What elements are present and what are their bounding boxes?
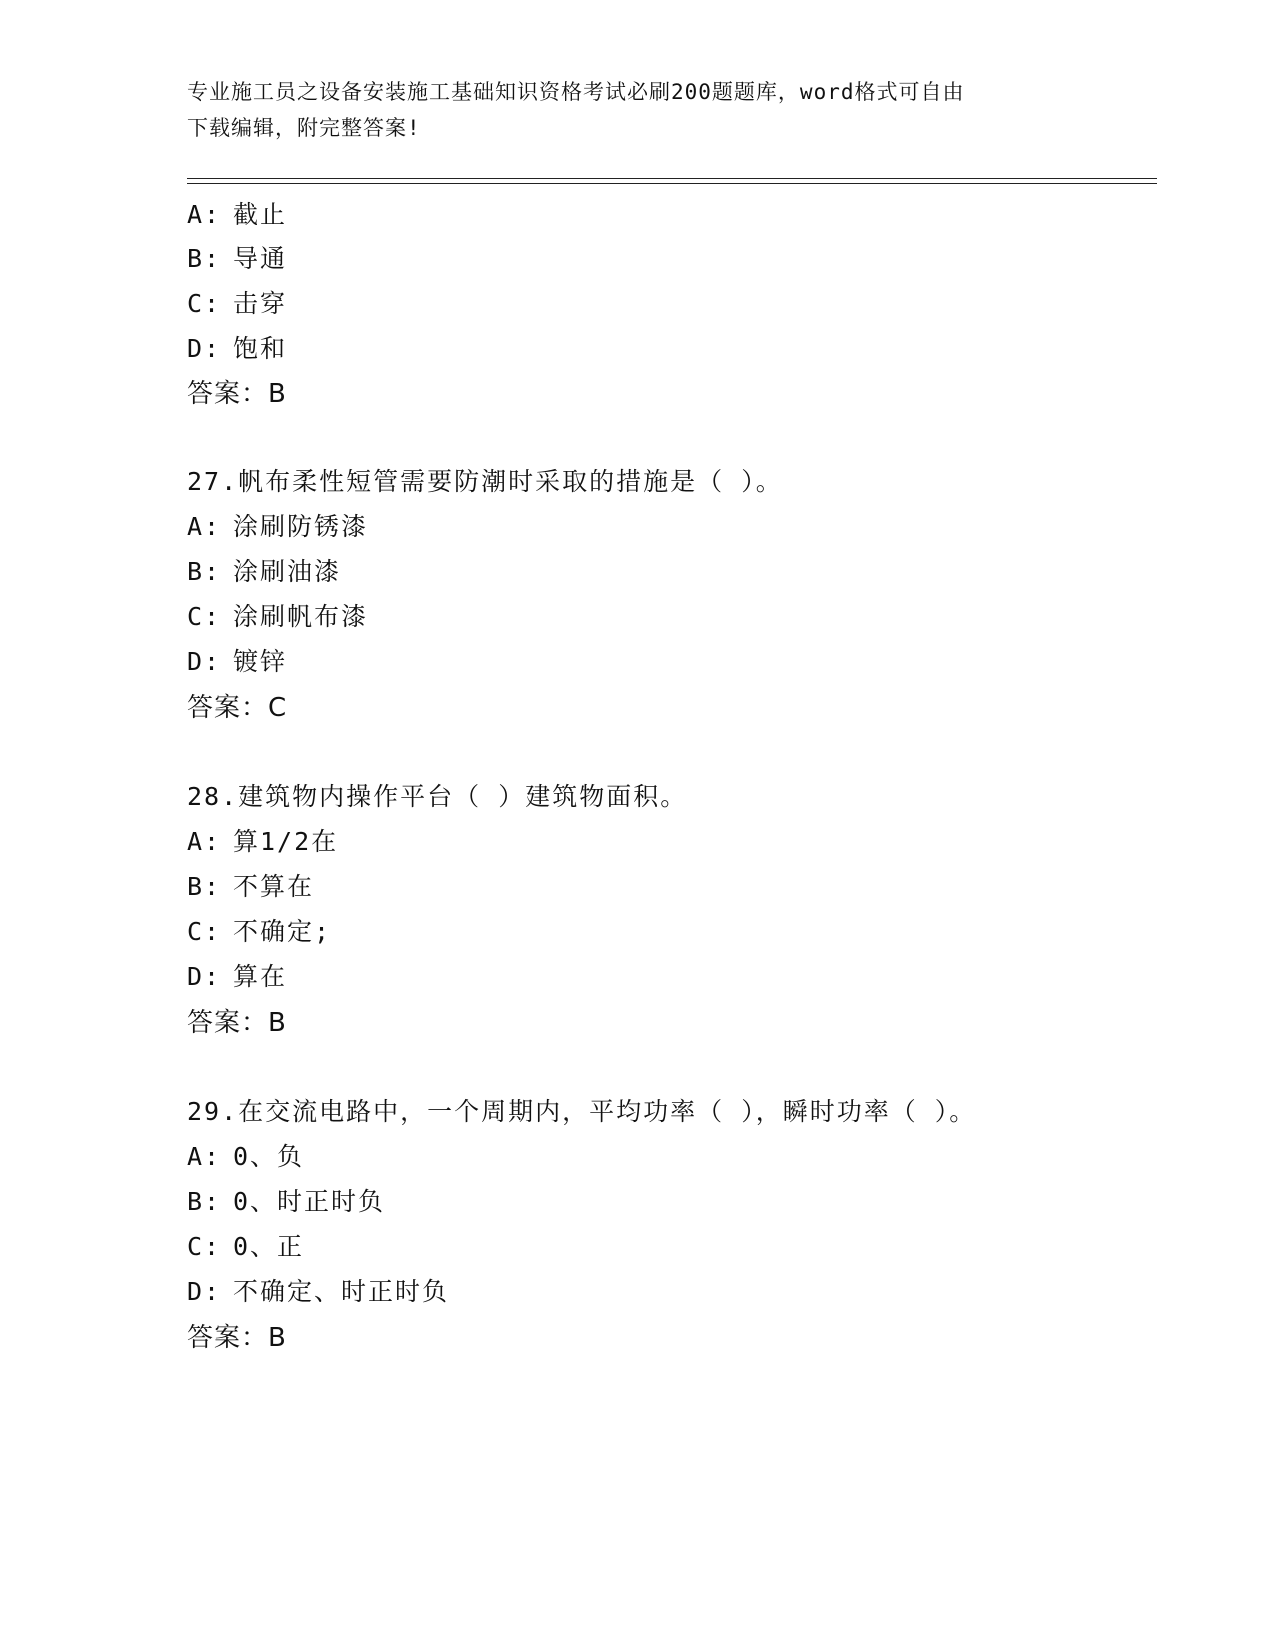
- option-c: [187, 917, 331, 947]
- option-text: 击穿: [233, 289, 288, 318]
- option-letter: D:: [187, 1277, 222, 1306]
- answer-line: 答案：C: [187, 693, 288, 723]
- header-rule-top: [187, 178, 1157, 179]
- header-rule-bottom: [187, 183, 1157, 184]
- option-text: 涂刷帆布漆: [233, 602, 369, 631]
- option-text: 0、负: [233, 1142, 305, 1171]
- option-a: [187, 1142, 304, 1172]
- question-stem: 29.在交流电路中，一个周期内，平均功率（ ），瞬时功率（ ）。: [187, 1097, 977, 1126]
- option-letter: C:: [187, 1232, 222, 1261]
- header-title-line-2: 下载编辑，附完整答案!: [187, 116, 421, 140]
- option-b: [187, 872, 314, 902]
- option-text: 不算在: [233, 872, 315, 901]
- option-text: 不确定、时正时负: [233, 1277, 450, 1306]
- option-letter: B:: [187, 244, 222, 273]
- option-letter: C:: [187, 602, 222, 631]
- option-d: [187, 334, 287, 364]
- answer-line: 答案：B: [187, 379, 287, 409]
- document-header: [187, 74, 1067, 146]
- option-b: [187, 1187, 385, 1217]
- option-a: [187, 827, 338, 857]
- option-d: [187, 1277, 449, 1307]
- option-text: 导通: [233, 244, 288, 273]
- option-c: [187, 289, 287, 319]
- option-d: [187, 962, 287, 992]
- question-stem: 28.建筑物内操作平台（ ）建筑物面积。: [187, 782, 688, 811]
- option-text: 镀锌: [233, 647, 288, 676]
- option-c: [187, 602, 368, 632]
- option-letter: C:: [187, 917, 222, 946]
- option-letter: B:: [187, 872, 222, 901]
- option-letter: D:: [187, 647, 222, 676]
- option-text: 截止: [233, 200, 288, 229]
- option-letter: D:: [187, 334, 222, 363]
- option-letter: A:: [187, 827, 222, 856]
- option-letter: A:: [187, 1142, 222, 1171]
- option-text: 0、正: [233, 1232, 305, 1261]
- option-d: [187, 647, 287, 677]
- option-letter: A:: [187, 512, 222, 541]
- option-b: [187, 244, 287, 274]
- option-letter: B:: [187, 557, 222, 586]
- option-text: 算1/2在: [233, 827, 339, 856]
- option-a: [187, 512, 368, 542]
- option-text: 0、时正时负: [233, 1187, 386, 1216]
- option-text: 饱和: [233, 334, 288, 363]
- option-b: [187, 557, 341, 587]
- answer-line: 答案：B: [187, 1008, 287, 1038]
- option-letter: D:: [187, 962, 222, 991]
- option-letter: A:: [187, 200, 222, 229]
- option-c: [187, 1232, 304, 1262]
- option-letter: C:: [187, 289, 222, 318]
- option-a: [187, 200, 287, 230]
- header-title-line-1: 专业施工员之设备安装施工基础知识资格考试必刷200题题库，word格式可自由: [187, 80, 965, 104]
- answer-line: 答案：B: [187, 1323, 287, 1353]
- option-letter: B:: [187, 1187, 222, 1216]
- option-text: 涂刷防锈漆: [233, 512, 369, 541]
- option-text: 涂刷油漆: [233, 557, 342, 586]
- option-text: 算在: [233, 962, 288, 991]
- question-stem: 27.帆布柔性短管需要防潮时采取的措施是（ ）。: [187, 467, 783, 496]
- option-text: 不确定;: [233, 917, 332, 946]
